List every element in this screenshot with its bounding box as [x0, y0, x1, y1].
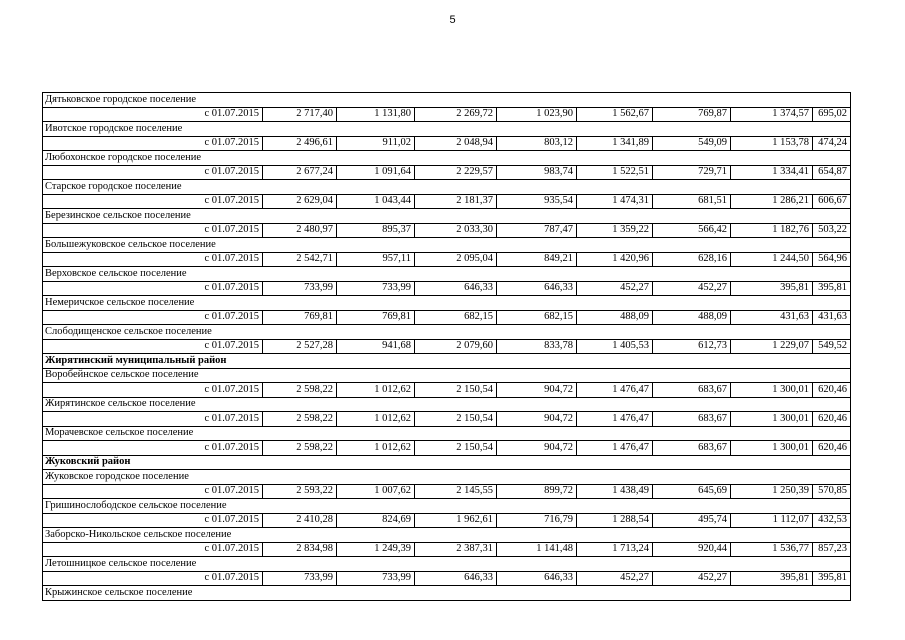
value-cell: 904,72: [497, 412, 577, 427]
date-cell: с 01.07.2015: [43, 252, 263, 267]
value-cell: 2 496,61: [263, 136, 337, 151]
value-cell: 895,37: [337, 223, 415, 238]
value-cell: 646,33: [497, 281, 577, 296]
settlement-name: Большежуковское сельское поселение: [43, 238, 851, 253]
settlement-name: Любохонское городское поселение: [43, 151, 851, 166]
value-cell: 2 095,04: [415, 252, 497, 267]
value-cell: 1 300,01: [731, 383, 813, 398]
table-row: [43, 513, 851, 528]
value-cell: 1 023,90: [497, 107, 577, 122]
value-cell: 2 150,54: [415, 383, 497, 398]
value-cell: 628,16: [653, 252, 731, 267]
settlement-name: Слободищенское сельское поселение: [43, 325, 851, 340]
value-cell: 1 012,62: [337, 412, 415, 427]
value-cell: 620,46: [813, 412, 851, 427]
value-cell: 2 527,28: [263, 339, 337, 354]
table-row: [43, 339, 851, 354]
value-cell: 564,96: [813, 252, 851, 267]
value-cell: 2 269,72: [415, 107, 497, 122]
value-cell: 1 043,44: [337, 194, 415, 209]
value-cell: 857,23: [813, 542, 851, 557]
settlement-header-row: [43, 397, 851, 412]
table-row: [43, 412, 851, 427]
value-cell: 1 012,62: [337, 383, 415, 398]
settlement-name: Старское городское поселение: [43, 180, 851, 195]
settlement-name: Дятьковское городское поселение: [43, 93, 851, 108]
value-cell: 2 677,24: [263, 165, 337, 180]
settlement-header-row: [43, 93, 851, 108]
value-cell: 2 229,57: [415, 165, 497, 180]
district-header-row: [43, 455, 851, 470]
value-cell: 2 542,71: [263, 252, 337, 267]
value-cell: 1 341,89: [577, 136, 653, 151]
value-cell: 2 598,22: [263, 383, 337, 398]
value-cell: 2 150,54: [415, 441, 497, 456]
value-cell: 488,09: [577, 310, 653, 325]
value-cell: 1 131,80: [337, 107, 415, 122]
value-cell: 1 962,61: [415, 513, 497, 528]
value-cell: 2 181,37: [415, 194, 497, 209]
date-cell: с 01.07.2015: [43, 484, 263, 499]
value-cell: 1 300,01: [731, 412, 813, 427]
settlement-header-row: [43, 180, 851, 195]
value-cell: 833,78: [497, 339, 577, 354]
value-cell: 716,79: [497, 513, 577, 528]
value-cell: 2 593,22: [263, 484, 337, 499]
value-cell: 646,33: [415, 571, 497, 586]
settlement-name: Крыжинское сельское поселение: [43, 586, 851, 601]
value-cell: 1 562,67: [577, 107, 653, 122]
value-cell: 549,09: [653, 136, 731, 151]
table-row: [43, 252, 851, 267]
value-cell: 1 250,39: [731, 484, 813, 499]
settlement-header-row: [43, 586, 851, 601]
table-row: [43, 571, 851, 586]
settlement-header-row: [43, 209, 851, 224]
value-cell: 1 405,53: [577, 339, 653, 354]
settlement-name: Жирятинское сельское поселение: [43, 397, 851, 412]
value-cell: 606,67: [813, 194, 851, 209]
district-name: Жирятинский муниципальный район: [43, 354, 851, 369]
value-cell: 646,33: [497, 571, 577, 586]
settlement-header-row: [43, 426, 851, 441]
settlement-header-row: [43, 470, 851, 485]
settlement-name: Воробейнское сельское поселение: [43, 368, 851, 383]
date-cell: с 01.07.2015: [43, 194, 263, 209]
value-cell: 570,85: [813, 484, 851, 499]
value-cell: 1 420,96: [577, 252, 653, 267]
value-cell: 1 182,76: [731, 223, 813, 238]
value-cell: 2 033,30: [415, 223, 497, 238]
value-cell: 904,72: [497, 441, 577, 456]
settlement-header-row: [43, 238, 851, 253]
value-cell: 654,87: [813, 165, 851, 180]
table-row: [43, 310, 851, 325]
table-row: [43, 281, 851, 296]
district-header-row: [43, 354, 851, 369]
settlement-header-row: [43, 296, 851, 311]
value-cell: 395,81: [731, 281, 813, 296]
date-cell: с 01.07.2015: [43, 136, 263, 151]
value-cell: 2 145,55: [415, 484, 497, 499]
settlement-header-row: [43, 267, 851, 282]
settlement-name: Гришинослободское сельское поселение: [43, 499, 851, 514]
value-cell: 681,51: [653, 194, 731, 209]
settlement-name: Летошницкое сельское поселение: [43, 557, 851, 572]
table-row: [43, 542, 851, 557]
value-cell: 904,72: [497, 383, 577, 398]
value-cell: 1 153,78: [731, 136, 813, 151]
value-cell: 1 359,22: [577, 223, 653, 238]
value-cell: 1 300,01: [731, 441, 813, 456]
value-cell: 983,74: [497, 165, 577, 180]
date-cell: с 01.07.2015: [43, 223, 263, 238]
value-cell: 941,68: [337, 339, 415, 354]
date-cell: с 01.07.2015: [43, 571, 263, 586]
date-cell: с 01.07.2015: [43, 383, 263, 398]
value-cell: 733,99: [263, 571, 337, 586]
table-row: [43, 194, 851, 209]
value-cell: 431,63: [813, 310, 851, 325]
value-cell: 645,69: [653, 484, 731, 499]
value-cell: 2 048,94: [415, 136, 497, 151]
value-cell: 1 229,07: [731, 339, 813, 354]
value-cell: 620,46: [813, 383, 851, 398]
settlement-header-row: [43, 325, 851, 340]
date-cell: с 01.07.2015: [43, 165, 263, 180]
tariff-table: [42, 92, 851, 601]
value-cell: 1 476,47: [577, 412, 653, 427]
settlement-header-row: [43, 499, 851, 514]
date-cell: с 01.07.2015: [43, 441, 263, 456]
value-cell: 769,87: [653, 107, 731, 122]
date-cell: с 01.07.2015: [43, 107, 263, 122]
value-cell: 769,81: [337, 310, 415, 325]
page-number: 5: [449, 14, 456, 26]
settlement-name: Березинское сельское поселение: [43, 209, 851, 224]
value-cell: 452,27: [577, 571, 653, 586]
value-cell: 1 288,54: [577, 513, 653, 528]
value-cell: 1 286,21: [731, 194, 813, 209]
settlement-name: Верховское сельское поселение: [43, 267, 851, 282]
table-row: [43, 136, 851, 151]
value-cell: 1 474,31: [577, 194, 653, 209]
value-cell: 395,81: [813, 281, 851, 296]
table-row: [43, 383, 851, 398]
settlement-name: Ивотское городское поселение: [43, 122, 851, 137]
settlement-name: Морачевское сельское поселение: [43, 426, 851, 441]
value-cell: 803,12: [497, 136, 577, 151]
value-cell: 495,74: [653, 513, 731, 528]
value-cell: 1 141,48: [497, 542, 577, 557]
settlement-name: Заборско-Никольское сельское поселение: [43, 528, 851, 543]
value-cell: 1 476,47: [577, 441, 653, 456]
value-cell: 682,15: [415, 310, 497, 325]
date-cell: с 01.07.2015: [43, 412, 263, 427]
value-cell: 2 834,98: [263, 542, 337, 557]
value-cell: 1 438,49: [577, 484, 653, 499]
value-cell: 957,11: [337, 252, 415, 267]
value-cell: 935,54: [497, 194, 577, 209]
value-cell: 1 112,07: [731, 513, 813, 528]
district-name: Жуковский район: [43, 455, 851, 470]
table-row: [43, 484, 851, 499]
value-cell: 1 012,62: [337, 441, 415, 456]
value-cell: 395,81: [731, 571, 813, 586]
value-cell: 1 476,47: [577, 383, 653, 398]
value-cell: 474,24: [813, 136, 851, 151]
settlement-header-row: [43, 528, 851, 543]
value-cell: 2 079,60: [415, 339, 497, 354]
value-cell: 683,67: [653, 383, 731, 398]
value-cell: 824,69: [337, 513, 415, 528]
value-cell: 2 387,31: [415, 542, 497, 557]
table-row: [43, 441, 851, 456]
value-cell: 729,71: [653, 165, 731, 180]
value-cell: 2 717,40: [263, 107, 337, 122]
value-cell: 1 374,57: [731, 107, 813, 122]
value-cell: 769,81: [263, 310, 337, 325]
value-cell: 431,63: [731, 310, 813, 325]
table-row: [43, 107, 851, 122]
settlement-header-row: [43, 368, 851, 383]
value-cell: 682,15: [497, 310, 577, 325]
value-cell: 2 150,54: [415, 412, 497, 427]
value-cell: 503,22: [813, 223, 851, 238]
value-cell: 1 522,51: [577, 165, 653, 180]
settlement-name: Немеричское сельское поселение: [43, 296, 851, 311]
settlement-name: Жуковское городское поселение: [43, 470, 851, 485]
value-cell: 1 334,41: [731, 165, 813, 180]
value-cell: 683,67: [653, 412, 731, 427]
value-cell: 2 629,04: [263, 194, 337, 209]
value-cell: 566,42: [653, 223, 731, 238]
date-cell: с 01.07.2015: [43, 310, 263, 325]
value-cell: 620,46: [813, 441, 851, 456]
value-cell: 2 480,97: [263, 223, 337, 238]
value-cell: 1 249,39: [337, 542, 415, 557]
value-cell: 612,73: [653, 339, 731, 354]
value-cell: 2 598,22: [263, 412, 337, 427]
table-row: [43, 165, 851, 180]
settlement-header-row: [43, 122, 851, 137]
value-cell: 920,44: [653, 542, 731, 557]
value-cell: 911,02: [337, 136, 415, 151]
value-cell: 1 007,62: [337, 484, 415, 499]
value-cell: 1 244,50: [731, 252, 813, 267]
value-cell: 395,81: [813, 571, 851, 586]
value-cell: 2 598,22: [263, 441, 337, 456]
date-cell: с 01.07.2015: [43, 339, 263, 354]
value-cell: 452,27: [653, 571, 731, 586]
settlement-header-row: [43, 151, 851, 166]
value-cell: 549,52: [813, 339, 851, 354]
value-cell: 733,99: [337, 571, 415, 586]
value-cell: 733,99: [337, 281, 415, 296]
value-cell: 2 410,28: [263, 513, 337, 528]
value-cell: 1 536,77: [731, 542, 813, 557]
date-cell: с 01.07.2015: [43, 513, 263, 528]
date-cell: с 01.07.2015: [43, 542, 263, 557]
value-cell: 432,53: [813, 513, 851, 528]
value-cell: 452,27: [577, 281, 653, 296]
value-cell: 1 713,24: [577, 542, 653, 557]
value-cell: 1 091,64: [337, 165, 415, 180]
value-cell: 683,67: [653, 441, 731, 456]
value-cell: 488,09: [653, 310, 731, 325]
date-cell: с 01.07.2015: [43, 281, 263, 296]
value-cell: 695,02: [813, 107, 851, 122]
value-cell: 849,21: [497, 252, 577, 267]
value-cell: 452,27: [653, 281, 731, 296]
value-cell: 733,99: [263, 281, 337, 296]
value-cell: 646,33: [415, 281, 497, 296]
settlement-header-row: [43, 557, 851, 572]
table-row: [43, 223, 851, 238]
value-cell: 787,47: [497, 223, 577, 238]
value-cell: 899,72: [497, 484, 577, 499]
